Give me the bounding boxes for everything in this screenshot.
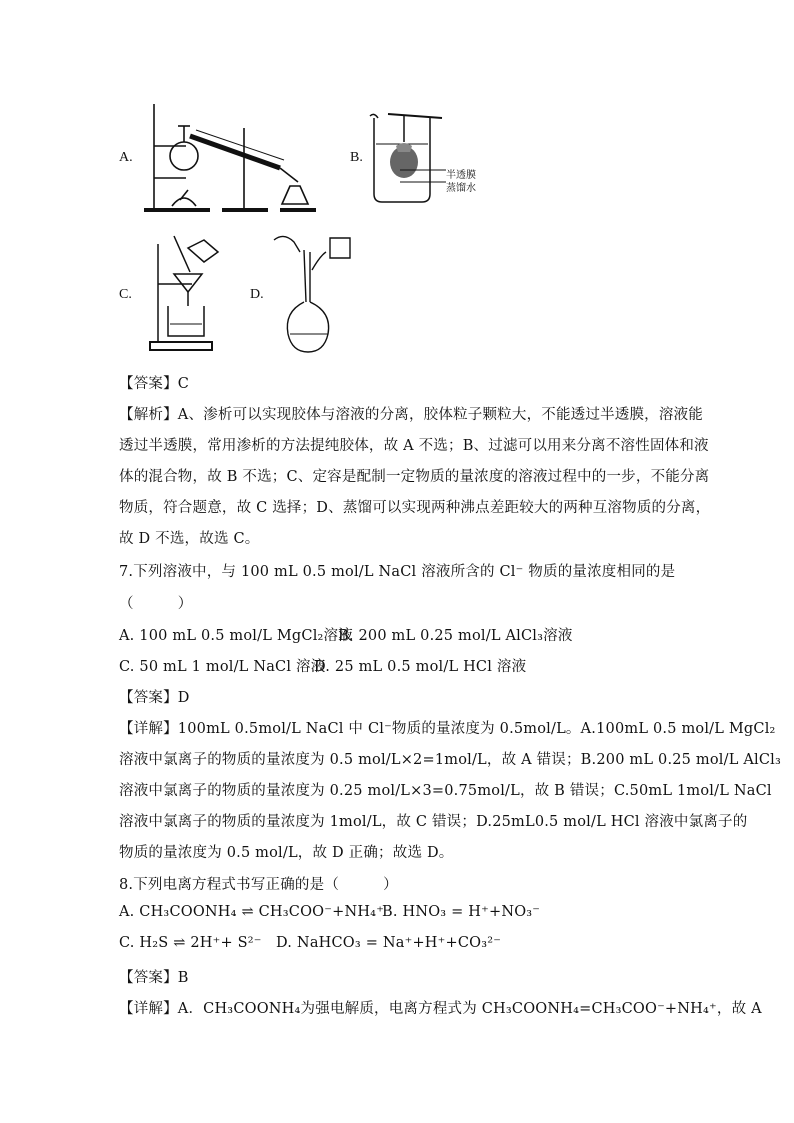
volumetric-flask-figure bbox=[270, 232, 360, 356]
q8-option-b: B. HNO₃ = H⁺+NO₃⁻ bbox=[382, 904, 541, 920]
q8-option-d: D. NaHCO₃ = Na⁺+H⁺+CO₃²⁻ bbox=[276, 935, 502, 951]
q7-option-d: D. 25 mL 0.5 mol/L HCl 溶液 bbox=[314, 659, 527, 675]
q7-option-a: A. 100 mL 0.5 mol/L MgCl₂溶液 bbox=[119, 628, 353, 644]
q8-option-a: A. CH₃COONH₄ ⇌ CH₃COO⁻+NH₄⁺ bbox=[119, 904, 385, 920]
q7-detail-line-3: 溶液中氯离子的物质的量浓度为 0.25 mol/L×3=0.75mol/L，故 B 错误；C.50mL 1mol/L NaCl bbox=[119, 783, 772, 799]
q7-detail-line-5: 物质的量浓度为 0.5 mol/L，故 D 正确；故选 D。 bbox=[119, 845, 454, 861]
dialysis-beaker-figure bbox=[368, 108, 444, 206]
q8-stem: 8.下列电离方程式书写正确的是（ ） bbox=[119, 877, 398, 893]
q7-detail-line-1: 【详解】100mL 0.5mol/L NaCl 中 Cl⁻物质的量浓度为 0.5mol/L。A.100mL 0.5 mol/L MgCl₂ bbox=[119, 721, 776, 737]
filtration-figure bbox=[148, 228, 220, 352]
q6-analysis-line-4: 物质，符合题意，故 C 选择；D、蒸馏可以实现两种沸点差距较大的两种互溶物质的分离， bbox=[119, 500, 711, 516]
q8-option-c: C. H₂S ⇌ 2H⁺+ S²⁻ bbox=[119, 935, 262, 951]
q7-stem: 7.下列溶液中，与 100 mL 0.5 mol/L NaCl 溶液所含的 Cl⁻ 物质的量浓度相同的是 bbox=[119, 564, 676, 580]
q7-detail-line-2: 溶液中氯离子的物质的量浓度为 0.5 mol/L×2=1mol/L，故 A 错误；B.200 mL 0.25 mol/L AlCl₃ bbox=[119, 752, 782, 768]
q6-analysis-line-2: 透过半透膜，常用渗析的方法提纯胶体，故 A 不选；B、过滤可以用来分离不溶性固体和液 bbox=[119, 438, 709, 454]
fig-label-a: A. bbox=[119, 150, 133, 165]
q6-analysis-line-5: 故 D 不选，故选 C。 bbox=[119, 531, 260, 547]
water-label: 蒸馏水 bbox=[446, 183, 476, 194]
q6-answer: 【答案】C bbox=[119, 376, 190, 392]
q7-detail-line-4: 溶液中氯离子的物质的量浓度为 1mol/L，故 C 错误；D.25mL0.5 mol/L HCl 溶液中氯离子的 bbox=[119, 814, 748, 830]
fig-label-c: C. bbox=[119, 287, 132, 302]
q6-analysis-line-1: 【解析】A、渗析可以实现胶体与溶液的分离，胶体粒子颗粒大，不能透过半透膜，溶液能 bbox=[119, 407, 703, 423]
fig-label-d: D. bbox=[250, 287, 264, 302]
q8-detail-line-1: 【详解】A．CH₃COONH₄为强电解质，电离方程式为 CH₃COONH₄=CH₃COO⁻+NH₄⁺，故 A bbox=[119, 1001, 762, 1017]
q8-answer: 【答案】B bbox=[119, 970, 189, 986]
fig-label-b: B. bbox=[350, 150, 363, 165]
q7-option-c: C. 50 mL 1 mol/L NaCl 溶液 bbox=[119, 659, 326, 675]
q7-answer: 【答案】D bbox=[119, 690, 190, 706]
q7-option-b: B. 200 mL 0.25 mol/L AlCl₃溶液 bbox=[338, 628, 573, 644]
distillation-apparatus-figure bbox=[140, 98, 320, 216]
label-pointer-lines bbox=[400, 164, 448, 188]
q7-paren: （ ） bbox=[119, 596, 193, 612]
membrane-label: 半透膜 bbox=[446, 170, 476, 181]
q6-analysis-line-3: 体的混合物，故 B 不选；C、定容是配制一定物质的量浓度的溶液过程中的一步，不能分离 bbox=[119, 469, 710, 485]
